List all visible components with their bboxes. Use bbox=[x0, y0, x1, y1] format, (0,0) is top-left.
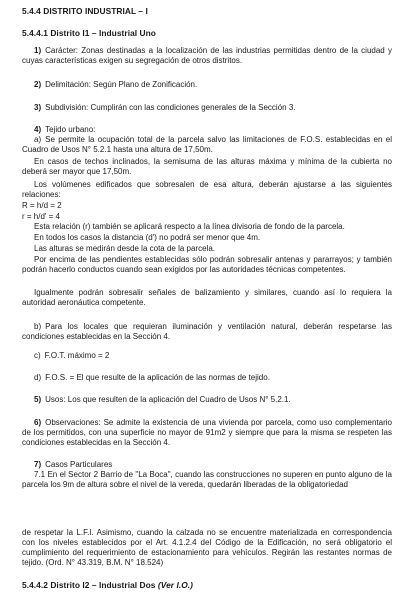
item-text: Casos Particulares bbox=[45, 460, 113, 469]
item-number: 3) bbox=[34, 103, 42, 112]
heading-note: (Ver I.O.) bbox=[157, 580, 193, 590]
paragraph-relacion: Esta relación (r) también se aplicará respecto a la línea divisoria de fondo de la parcela. bbox=[34, 222, 345, 231]
subitem-text: Se permite la ocupación total de la parcela salvo las limitaciones de F.O.S. establecidas en el Cuadro de Usos N° 5.2.1 hasta una altura de 17,50m. bbox=[22, 135, 392, 154]
item-number: 6) bbox=[34, 418, 42, 427]
item-text: Subdivisión: Cumplirán con las condiciones generales de la Sección 3. bbox=[45, 103, 296, 112]
paragraph-techos: En casos de techos inclinados, la semisuma de las alturas máxima y mínima de la cubierta no deberá ser mayor que 17,50m. bbox=[22, 157, 392, 176]
continuation-paragraph: de respetar la L.F.I. Asimismo, cuando la calzada no se encuentre materializada en correspondencia con los niveles establecidos por el Art. 4.1.2.4 del Código de la Edificación, no será obligatorio el cumplimiento del requerimiento de estacionamiento para vehículos. Regirán las restantes normas de tejido. (Ord. N° 43.319, B.M. N° 18.524) bbox=[22, 528, 392, 567]
item-4a bbox=[22, 135, 392, 155]
item-number: 1) bbox=[34, 46, 42, 55]
item-7-1: 7.1 En el Sector 2 Barrio de "La Boca", cuando las construcciones no superen en punto alguno de la parcela los 9m de altura sobre el nivel de la vereda, quedarán liberadas de la obligatoriedad bbox=[22, 470, 392, 489]
subsection-heading-i1: 5.4.4.1 Distrito I1 – Industrial Uno bbox=[22, 28, 156, 38]
heading-text: 5.4.4.2 Distrito I2 – Industrial Dos bbox=[22, 580, 156, 590]
item-4c bbox=[22, 351, 392, 361]
paragraph-alturas: Las alturas se medirán desde la cota de la parcela. bbox=[34, 244, 215, 253]
paragraph-pendientes: Por encima de las pendientes establecidas sólo podrán sobresalir antenas y pararrayos; y también podrán hacerlo conductos cuando sean exigidos por las autoridades técnicas competentes. bbox=[22, 255, 392, 274]
item-6-observaciones bbox=[22, 418, 392, 448]
subitem-label: c) bbox=[34, 351, 41, 360]
subitem-text: Para los locales que requieran iluminación y ventilación natural, deberán respetarse las condiciones establecidas en la Sección 4. bbox=[22, 322, 392, 341]
item-4-title bbox=[22, 125, 392, 135]
subitem-label: d) bbox=[34, 373, 42, 382]
subitem-label: b) bbox=[34, 322, 42, 331]
paragraph-volumenes: Los volúmenes edificados que sobresalen de esa altura, deberán ajustarse a las siguientes relaciones: bbox=[22, 180, 392, 199]
item-number: 7) bbox=[34, 460, 42, 469]
item-text: Usos: Los que resulten de la aplicación del Cuadro de Usos N° 5.2.1. bbox=[45, 395, 291, 404]
subitem-text: F.O.S. = El que resulte de la aplicación de las normas de tejido. bbox=[45, 373, 270, 382]
paragraph-distancia: En todos los casos la distancia (d') no podrá ser menor que 4m. bbox=[34, 233, 261, 242]
section-heading: 5.4.4 DISTRITO INDUSTRIAL – I bbox=[22, 6, 148, 16]
item-1-caracter bbox=[22, 46, 392, 66]
subitem-label: a) bbox=[34, 135, 42, 144]
item-text: Tejido urbano: bbox=[45, 125, 96, 134]
subitem-text: F.O.T. máximo = 2 bbox=[44, 351, 110, 360]
item-5-usos bbox=[22, 395, 392, 405]
item-text: Observaciones: Se admite la existencia de una vivienda por parcela, como uso complementario de los permitidos, con una superficie no mayor de 91m2 y siempre que para la misma se respeten las condiciones establecidas en la Sección 4. bbox=[22, 418, 392, 447]
item-text: Delimitación: Según Plano de Zonificación. bbox=[45, 80, 198, 89]
item-4d bbox=[22, 373, 392, 383]
item-number: 2) bbox=[34, 80, 42, 89]
item-7-title bbox=[22, 460, 392, 470]
item-text: Carácter: Zonas destinadas a la localización de las industrias permitidas dentro de la ciudad y cuyas características exigen su segregación de otros distritos. bbox=[22, 46, 392, 65]
item-3-subdivision bbox=[22, 103, 392, 113]
formula-r-prime: r = h/d' = 4 bbox=[22, 212, 60, 221]
subsection-heading-i2 bbox=[22, 580, 392, 590]
item-2-delimitacion bbox=[22, 80, 392, 90]
formula-r: R = h/d = 2 bbox=[22, 201, 62, 210]
item-number: 4) bbox=[34, 125, 42, 134]
item-4b bbox=[22, 322, 392, 342]
paragraph-balizamiento: Igualmente podrán sobresalir señales de balizamiento y similares, cuando así lo requiera la autoridad aeronáutica competente. bbox=[22, 288, 392, 307]
item-number: 5) bbox=[34, 395, 42, 404]
